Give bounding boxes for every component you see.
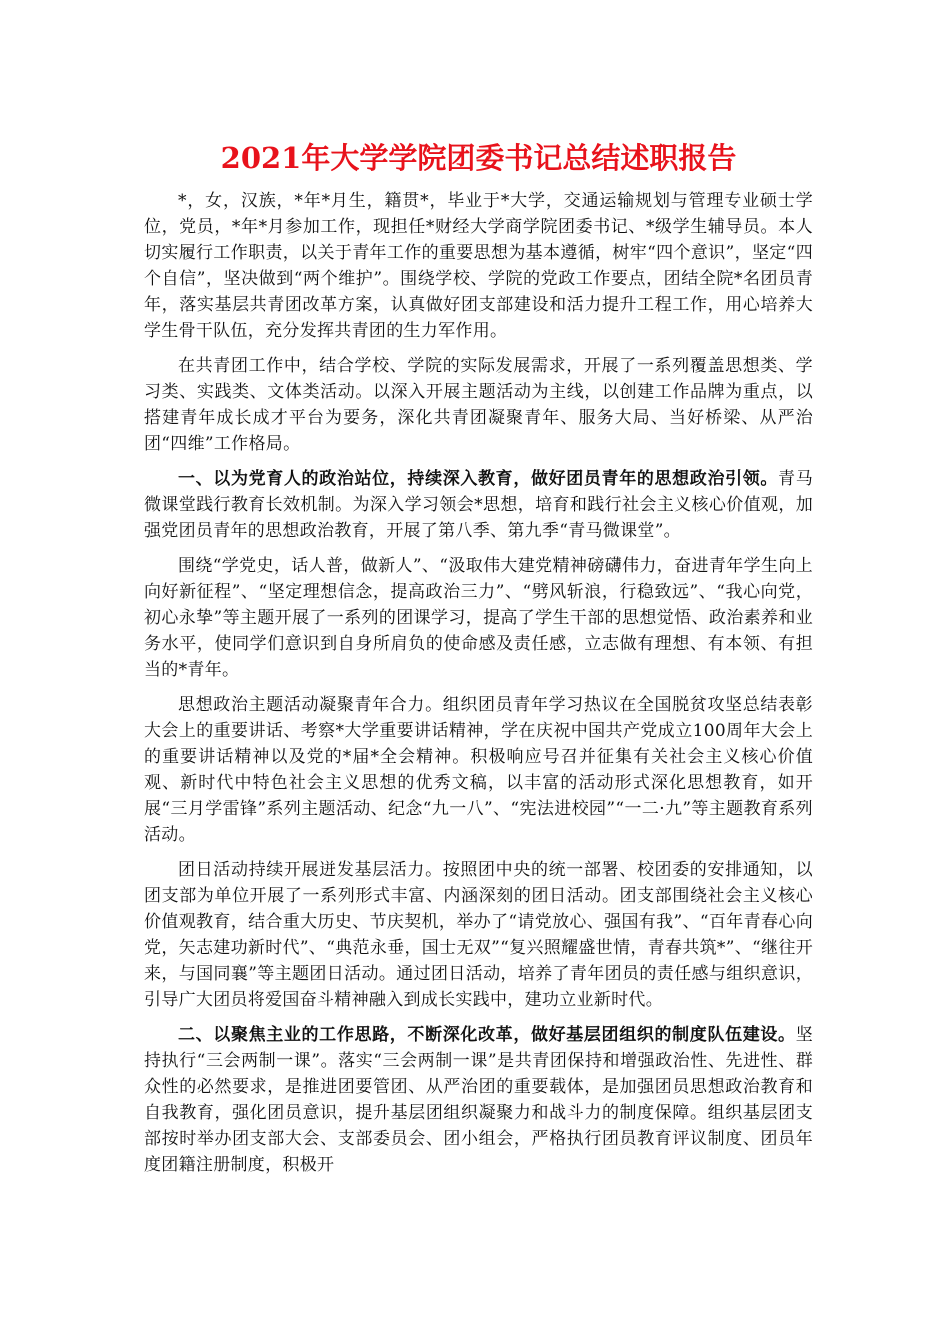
paragraph-section-two	[144, 1022, 813, 1178]
paragraph-section-one	[144, 466, 813, 544]
paragraph-text: 青马微课堂践行教育长效机制。为深入学习领会*思想，培育和践行社会主义核心价值观，加强党团员青年的思想政治教育，开展了第八季、第九季“青马微课堂”。	[144, 469, 813, 541]
paragraph-overview	[144, 353, 813, 457]
paragraph-party-lessons	[144, 553, 813, 683]
section-heading: 一、以为党育人的政治站位，持续深入教育，做好团员青年的思想政治引领。	[178, 469, 779, 489]
paragraph-text: 思想政治主题活动凝聚青年合力。组织团员青年学习热议在全国脱贫攻坚总结表彰大会上的重要讲话、考察*大学重要讲话精神，学在庆祝中国共产党成立100周年大会上的重要讲话精神以及党的*届*全会精神。积极响应号召并征集有关社会主义核心价值观、新时代中特色社会主义思想的优秀文稿，以丰富的活动形式深化思想教育，如开展“三月学雷锋”系列主题活动、纪念“九一八”、“宪法进校园”“一二·九”等主题教育系列活动。	[144, 695, 813, 845]
paragraph-intro	[144, 188, 813, 344]
paragraph-text: 团日活动持续开展迸发基层活力。按照团中央的统一部署、校团委的安排通知，以团支部为单位开展了一系列形式丰富、内涵深刻的团日活动。团支部围绕社会主义核心价值观教育，结合重大历史、节庆契机，举办了“请党放心、强国有我”、“百年青春心向党，矢志建功新时代”、“典范永垂，国士无双”“复兴照耀盛世情，青春共筑*”、“继往开来，与国同襄”等主题团日活动。通过团日活动，培养了青年团员的责任感与组织意识，引导广大团员将爱国奋斗精神融入到成长实践中，建功立业新时代。	[144, 860, 813, 1010]
document-page	[144, 136, 813, 1187]
section-heading: 二、以聚焦主业的工作思路，不断深化改革，做好基层团组织的制度队伍建设。	[178, 1025, 796, 1045]
paragraph-text: 围绕“学党史，话人普，做新人”、“汲取伟大建党精神磅礴伟力，奋进青年学生向上向好新征程”、“坚定理想信念，提高政治三力”、“劈风斩浪，行稳致远”、“我心向党，初心永挚”等主题开展了一系列的团课学习，提高了学生干部的思想觉悟、政治素养和业务水平，使同学们意识到自身所肩负的使命感及责任感，立志做有理想、有本领、有担当的*青年。	[144, 556, 813, 680]
paragraph-league-day	[144, 857, 813, 1013]
paragraph-text: *，女，汉族，*年*月生，籍贯*，毕业于*大学，交通运输规划与管理专业硕士学位，党员，*年*月参加工作，现担任*财经大学商学院团委书记、*级学生辅导员。本人切实履行工作职责，以关于青年工作的重要思想为基本遵循，树牢“四个意识”，坚定“四个自信”，坚决做到“两个维护”。围绕学校、学院的党政工作要点，团结全院*名团员青年，落实基层共青团改革方案，认真做好团支部建设和活力提升工程工作，用心培养大学生骨干队伍，充分发挥共青团的生力军作用。	[144, 191, 813, 341]
document-title: 2021年大学学院团委书记总结述职报告	[220, 141, 737, 175]
paragraph-ideological-activities	[144, 692, 813, 848]
paragraph-text: 坚持执行“三会两制一课”。落实“三会两制一课”是共青团保持和增强政治性、先进性、群众性的必然要求，是推进团要管团、从严治团的重要载体，是加强团员思想政治教育和自我教育，强化团员意识，提升基层团组织凝聚力和战斗力的制度保障。组织基层团支部按时举办团支部大会、支部委员会、团小组会，严格执行团员教育评议制度、团员年度团籍注册制度，积极开	[144, 1025, 813, 1175]
paragraph-text: 在共青团工作中，结合学校、学院的实际发展需求，开展了一系列覆盖思想类、学习类、实践类、文体类活动。以深入开展主题活动为主线，以创建工作品牌为重点，以搭建青年成长成才平台为要务，深化共青团凝聚青年、服务大局、当好桥梁、从严治团“四维”工作格局。	[144, 356, 813, 454]
